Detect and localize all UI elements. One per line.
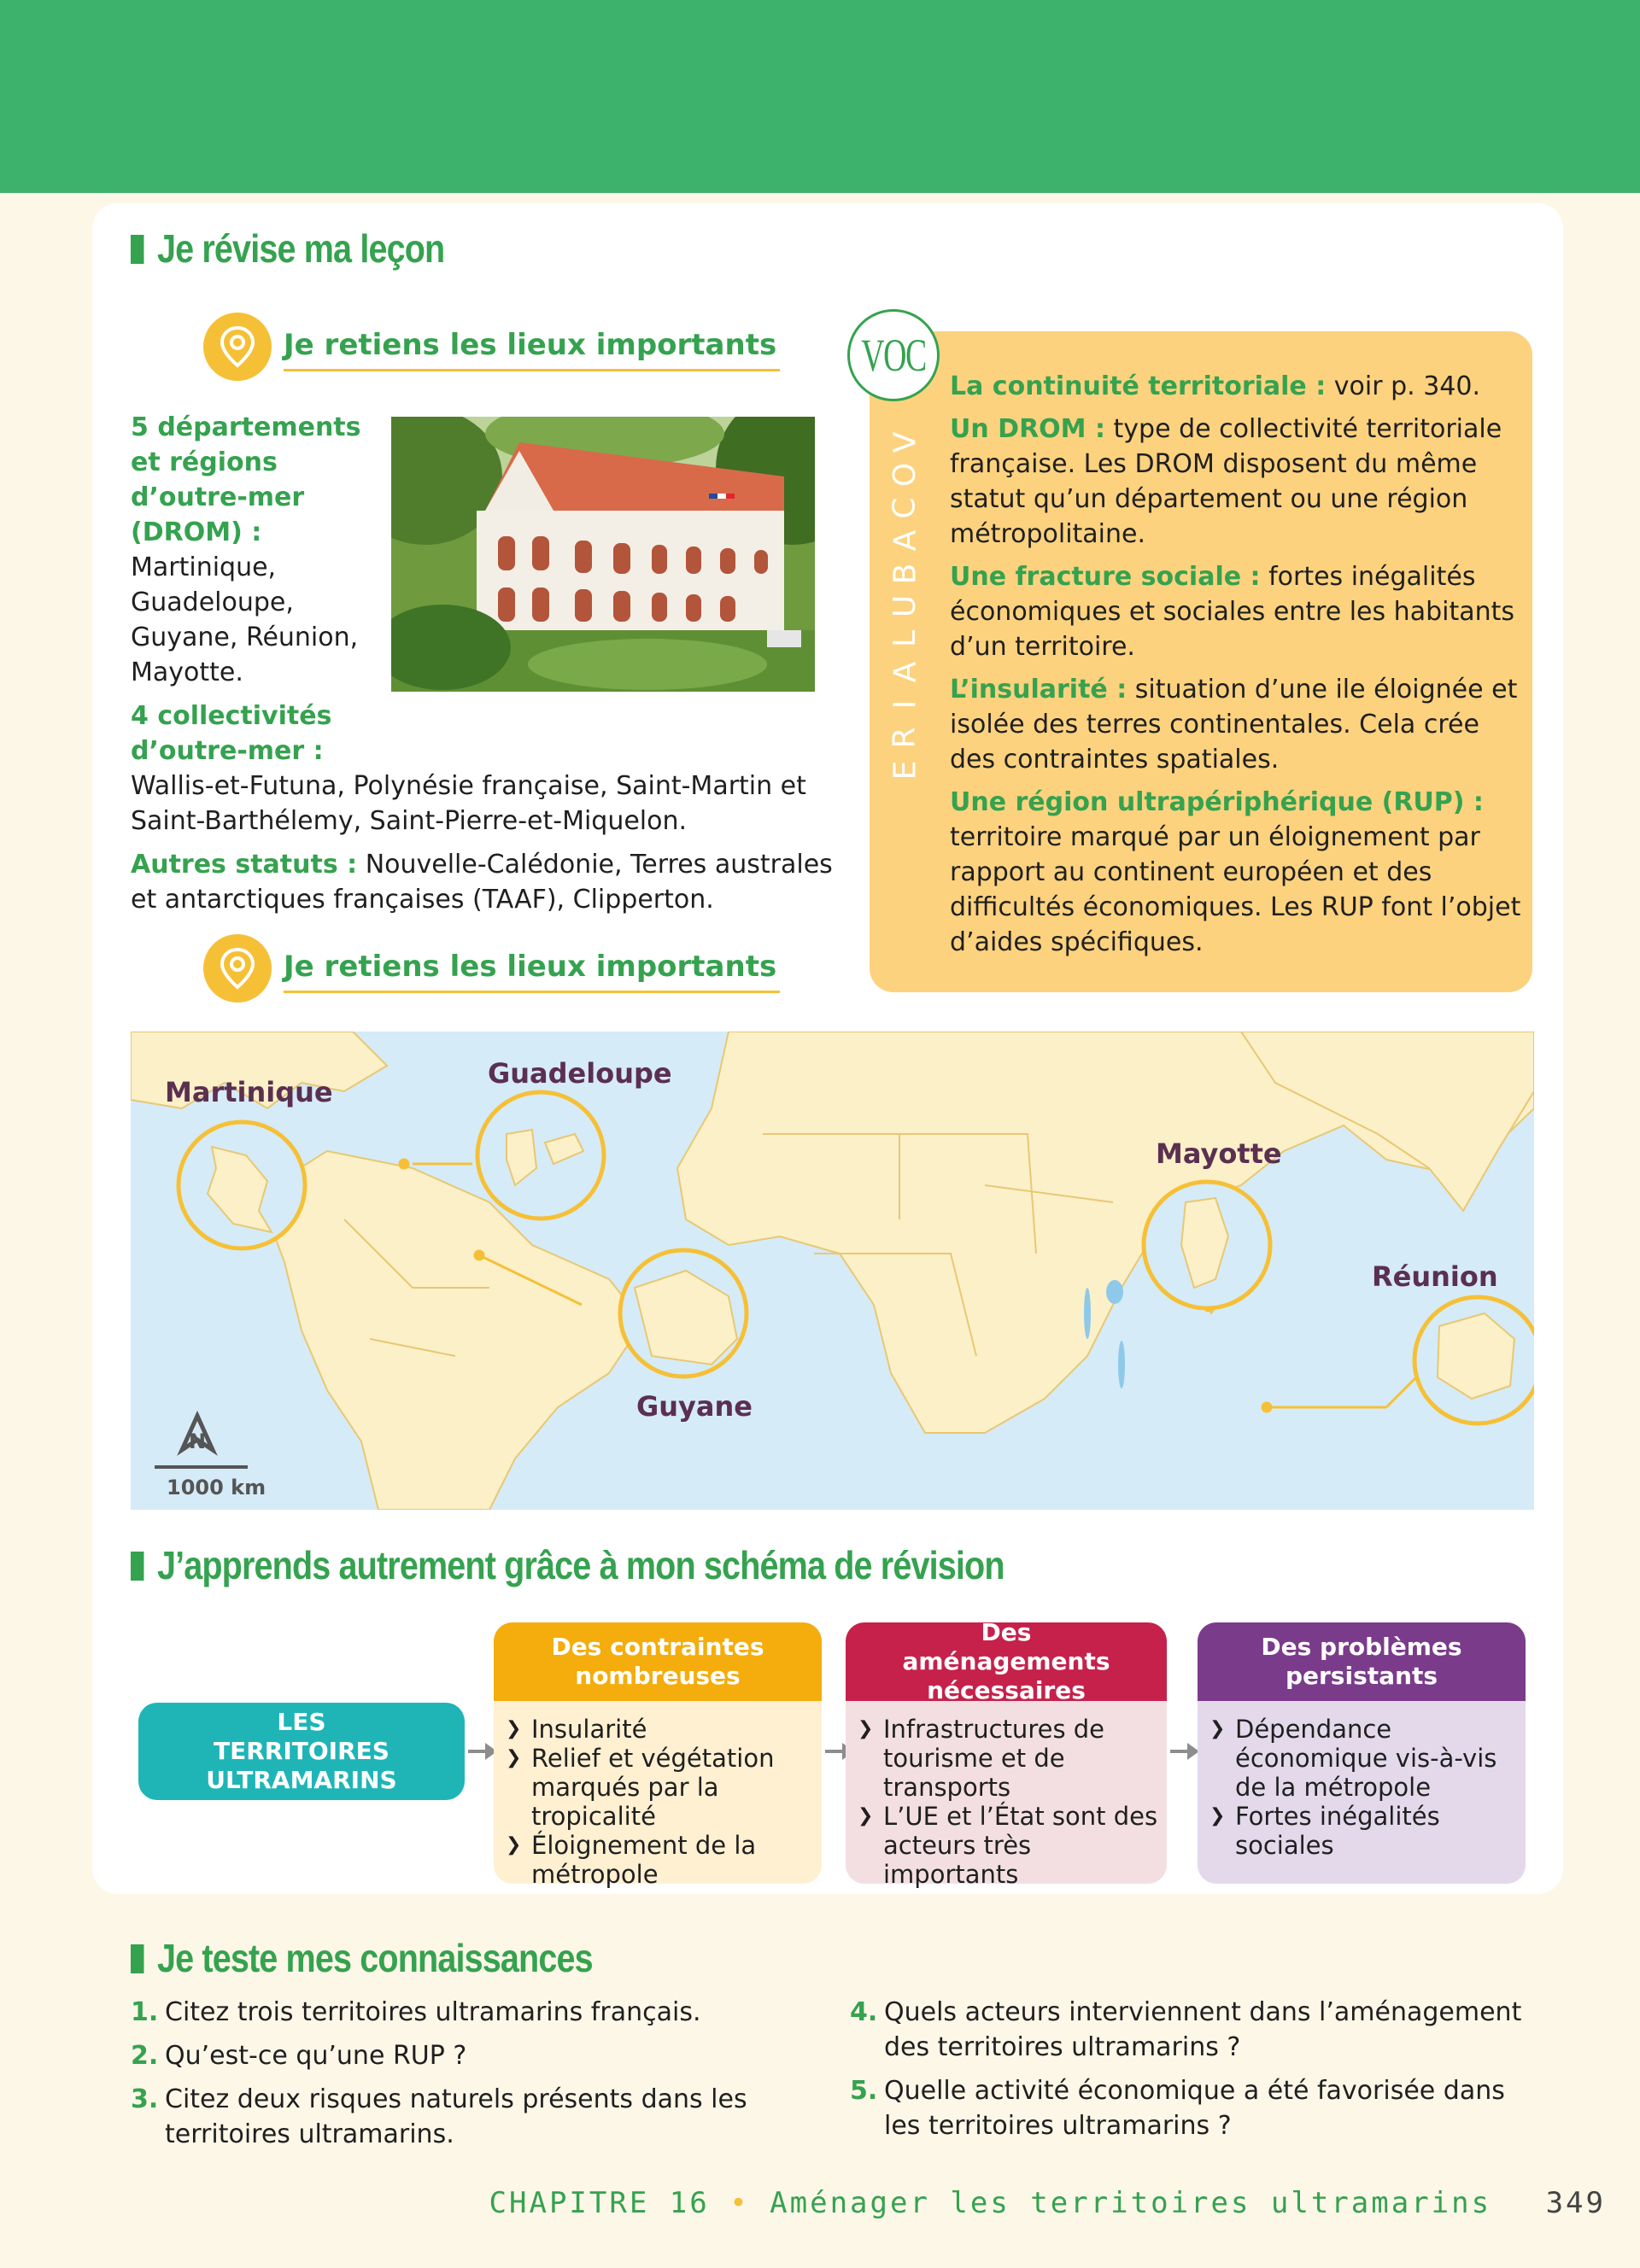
quiz-number: 1. bbox=[131, 1997, 159, 2027]
top-banner bbox=[0, 0, 1640, 193]
voc-definition: territoire marqué par un éloignement par rapport au continent européen et des difficultés économiques. Les RUP font l’objet d’aides spécifiques. bbox=[950, 822, 1521, 957]
quiz-number: 4. bbox=[850, 1997, 878, 2027]
voc-letter: B bbox=[887, 563, 922, 584]
footer-chapter: CHAPITRE 16 bbox=[489, 2186, 710, 2220]
voc-letter: V bbox=[887, 431, 922, 453]
map-label-guadeloupe: Guadeloupe bbox=[488, 1057, 672, 1090]
schema-root-text: LES TERRITOIRES ULTRAMARINS bbox=[206, 1708, 397, 1794]
quiz-question bbox=[850, 1995, 1538, 2065]
voc-term: La continuité territoriale : bbox=[950, 371, 1327, 401]
section-title-text: J’apprends autrement grâce à mon schéma de révision bbox=[156, 1543, 1004, 1587]
section-title-revise bbox=[131, 225, 444, 272]
voc-term: Un DROM : bbox=[950, 414, 1105, 444]
lieux-heading-1 bbox=[203, 313, 777, 381]
voc-definition: voir p. 340. bbox=[1333, 371, 1480, 401]
voc-entry bbox=[950, 672, 1531, 777]
schema-item: ❯ Éloignement de la métropole bbox=[506, 1831, 817, 1889]
schema-column-head bbox=[494, 1622, 822, 1701]
schema-item: ❯ Infrastructures de tourisme et de transports bbox=[858, 1715, 1162, 1802]
schema-list-problemes bbox=[1210, 1715, 1520, 1860]
schema-column-head bbox=[1198, 1622, 1526, 1701]
voc-badge-text: VOC bbox=[861, 330, 926, 381]
voc-definition: type de collectivité territoriale française. Les DROM disposent du même statut qu’un département ou une région métropolitaine. bbox=[950, 414, 1502, 549]
voc-entry bbox=[950, 785, 1531, 960]
voc-letter: O bbox=[887, 463, 922, 488]
voc-definition: fortes inégalités économiques et sociales entre les habitants d’un territoire. bbox=[950, 562, 1515, 662]
voc-term: Une fracture sociale : bbox=[950, 562, 1261, 592]
quiz-list-right bbox=[850, 1995, 1538, 2152]
location-pin-icon bbox=[203, 934, 272, 1002]
section-title-text: Je révise ma leçon bbox=[156, 226, 445, 271]
schema-head-text: Des problèmes persistants bbox=[1261, 1633, 1462, 1690]
schema-item: ❯ Relief et végétation marqués par la tropicalité bbox=[506, 1744, 817, 1831]
location-pin-icon bbox=[203, 313, 272, 381]
quiz-text: Citez trois territoires ultramarins français. bbox=[165, 1997, 701, 2027]
com-list: Wallis-et-Futuna, Polynésie française, Saint-Martin et Saint-Barthélemy, Saint-Pierre-et-Miquelon. bbox=[131, 771, 806, 836]
voc-letter: U bbox=[887, 594, 922, 618]
vocabulary-entries bbox=[950, 369, 1531, 967]
voc-letter: A bbox=[887, 529, 922, 552]
schema-head-text: Des contraintes nombreuses bbox=[551, 1633, 764, 1690]
schema-column-head bbox=[846, 1618, 1167, 1704]
arrow-icon bbox=[468, 1750, 489, 1753]
schema-head-text: Des aménagements nécessaires bbox=[902, 1618, 1110, 1704]
quiz-number: 2. bbox=[131, 2041, 159, 2071]
schema-item: ❯ Dépendance économique vis-à-vis de la métropole bbox=[1210, 1715, 1520, 1802]
schema-list-contraintes bbox=[506, 1715, 817, 1889]
section-title-quiz bbox=[131, 1935, 593, 1981]
quiz-number: 5. bbox=[850, 2076, 878, 2106]
quiz-question bbox=[850, 2073, 1538, 2143]
page-footer bbox=[0, 2186, 1606, 2220]
voc-letter: I bbox=[887, 699, 922, 710]
quiz-question bbox=[131, 2082, 823, 2152]
voc-definition: situation d’une ile éloignée et isolée des terres continentales. Cela crée des contraintes spatiales. bbox=[950, 675, 1518, 775]
prefecture-photo bbox=[391, 417, 815, 692]
lieux-heading-text: Je retiens les lieux importants bbox=[284, 328, 780, 371]
map-label-guyane: Guyane bbox=[636, 1390, 753, 1423]
quiz-text: Quelle activité économique a été favorisée dans les territoires ultramarins ? bbox=[884, 2076, 1505, 2141]
voc-term: L’insularité : bbox=[950, 675, 1128, 704]
section-square-icon bbox=[131, 235, 144, 264]
outre-mer-map bbox=[131, 1032, 1534, 1510]
vocabulaire-vertical-label bbox=[863, 427, 948, 786]
map-label-reunion: Réunion bbox=[1372, 1260, 1498, 1293]
voc-entry bbox=[950, 559, 1531, 664]
page-number: 349 bbox=[1545, 2186, 1606, 2220]
north-label: N bbox=[189, 1429, 207, 1453]
autres-title: Autres statuts : bbox=[131, 850, 358, 880]
map-label-mayotte: Mayotte bbox=[1156, 1137, 1282, 1170]
map-label-martinique: Martinique bbox=[165, 1076, 333, 1108]
drom-title: 5 départements et régions d’outre-mer (DROM) : bbox=[131, 412, 361, 547]
voc-letter: R bbox=[887, 727, 922, 749]
voc-badge bbox=[847, 309, 940, 401]
quiz-question bbox=[131, 2038, 823, 2073]
quiz-text: Citez deux risques naturels présents dans les territoires ultramarins. bbox=[165, 2084, 747, 2149]
lieux-heading-2 bbox=[203, 934, 777, 1002]
schema-item: ❯ Fortes inégalités sociales bbox=[1210, 1802, 1520, 1860]
footer-title: Aménager les territoires ultramarins bbox=[770, 2186, 1492, 2220]
voc-letter: E bbox=[887, 760, 922, 780]
quiz-text: Quels acteurs interviennent dans l’aménagement des territoires ultramarins ? bbox=[884, 1997, 1522, 2062]
footer-dot-icon: • bbox=[729, 2186, 750, 2220]
schema-item: ❯ Insularité bbox=[506, 1715, 817, 1744]
drom-list: Martinique, Guadeloupe, Guyane, Réunion, Mayotte. bbox=[131, 552, 359, 687]
lieux-heading-text: Je retiens les lieux importants bbox=[284, 950, 780, 993]
section-title-schema bbox=[131, 1542, 1004, 1588]
section-square-icon bbox=[131, 1552, 144, 1581]
voc-letter: L bbox=[887, 630, 922, 648]
section-title-text: Je teste mes connaissances bbox=[156, 1936, 593, 1980]
autres-list: Nouvelle-Calédonie, Terres australes et antarctiques françaises (TAAF), Clipperton. bbox=[131, 850, 833, 915]
section-square-icon bbox=[131, 1944, 144, 1973]
schema-root-node bbox=[138, 1703, 465, 1800]
quiz-number: 3. bbox=[131, 2084, 159, 2114]
arrow-icon bbox=[825, 1750, 846, 1753]
quiz-list-left bbox=[131, 1995, 823, 2160]
voc-entry bbox=[950, 369, 1531, 404]
voc-term: Une région ultrapériphérique (RUP) : bbox=[950, 787, 1484, 817]
voc-entry bbox=[950, 412, 1531, 552]
schema-list-amenagements bbox=[858, 1715, 1162, 1889]
com-title: 4 collectivités d’outre-mer : bbox=[131, 701, 332, 766]
voc-letter: C bbox=[887, 497, 922, 519]
quiz-question bbox=[131, 1995, 823, 2030]
arrow-icon bbox=[1170, 1750, 1191, 1753]
quiz-text: Qu’est-ce qu’une RUP ? bbox=[165, 2041, 467, 2071]
schema-item: ❯ L’UE et l’État sont des acteurs très importants bbox=[858, 1802, 1162, 1889]
voc-letter: A bbox=[887, 661, 922, 683]
map-scale: 1000 km bbox=[167, 1476, 266, 1499]
